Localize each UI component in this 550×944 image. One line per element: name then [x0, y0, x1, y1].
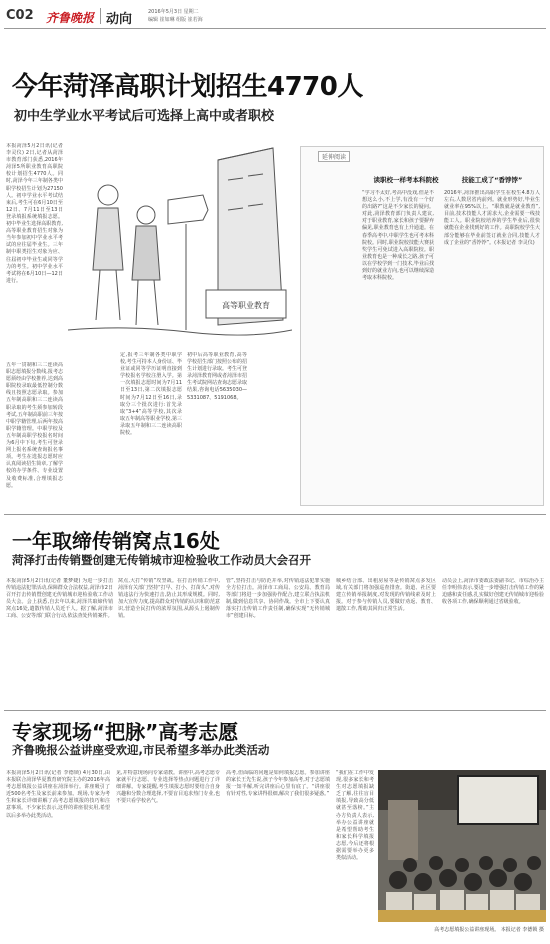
article3-subhead: 齐鲁晚报公益讲座受欢迎,市民希望多举办此类活动 — [12, 743, 270, 757]
header-meta-1: 2016年5月3日 星期二 — [148, 9, 199, 15]
illustration-sign-text: 高等职业教育 — [222, 301, 270, 310]
sidebar-label: 延伸阅读 — [318, 151, 350, 162]
article3-col4: “我们在工作中发现,很多家长和考生对志愿填报缺乏了解,往往盲目填报,导致高分低就甚至落榜。”主办方负责人表示,举办公益讲座就是希望帮助考生和家长科学填报志愿,今后还将根据需要举办更多类似活动。 — [336, 770, 374, 862]
section-title: 动向 — [106, 12, 133, 27]
article2-col4: 城乡结合部、出租房屋等是传销窝点多发区域,有关部门将加强巡查排查。街道、社区要建立传销举报制度,对发现的传销线索及时上报。对于参与传销人员,要做好劝返、教育、遣散工作,帮助其回归正常生活。 — [336, 578, 436, 613]
newspaper-logo: 齐鲁晚报 — [46, 11, 95, 25]
article2-headline: 一年取缔传销窝点16处 — [12, 529, 220, 553]
article3-headline: 专家现场“把脉”高考志愿 — [12, 720, 239, 744]
header-divider — [100, 8, 101, 24]
header-rule — [4, 28, 546, 29]
article3-col3: 高考,但面临的问题是如何填报志愿。参加讲座的家长王先生说,孩子今年参加高考,对于志愿填报一知半解,听完讲座后心里有底了。“讲座很有针对性,专家讲得很细,解决了我们很多疑惑。” — [226, 770, 330, 798]
article3-col2: 见,并特意现场向专家请教。讲座中,高考志愿专家就平行志愿、专业选择等热点问题进行了详细讲解。专家提醒,考生填报志愿时要结合自身兴趣和分数合理选择,不要盲目追求热门专业,也不要只看学校名气。 — [116, 770, 220, 805]
article1-headline: 今年菏泽高职计划招生4770人 — [12, 72, 363, 102]
article2-subhead: 菏泽打击传销暨创建无传销城市迎检验收工作动员大会召开 — [12, 553, 311, 567]
article2-col2: 窝点,大打“传销”攻坚战。在打击传销工作中,菏泽有关部门坚持“打早、打小、打苗头”,对传销违法行为快速打击,防止其形成规模。同时,加大宣传力度,提高群众对传销的认识和防范意识,营造全民打传的浓厚氛围,从源头上遏制传销。 — [118, 578, 220, 620]
article1-col1: 本报菏泽5月2日讯(记者 李灵仪) 2日,记者从菏泽市教育部门获悉,2016年菏泽5所职业教育高职院校计划招生4770人。同时,菏泽今年三年制各类中职学校招生计划为27150人。初中学业水平考试结束后,考生可在6月10日至12日、7月11日至13日登录填报系统填报志愿。初中毕业生选择高职教育,高等职业教育招生对象为当年参加初中学业水平考试的应往届毕业生。三年制中职类招生对象为应、往届初中毕业生或同等学力的考生。初中学业水平考试将在6月10日—12日进行。 — [6, 143, 63, 284]
sidebar-title-1: 读职校一样考本科院校 — [373, 176, 439, 184]
article1-col3: 定,报考三年制各类中职学校,考生可持本人身份证、毕业证或同等学历证明直接到学校报名学校注册入学。第一次填报志愿时间为7月11日至13日,第二次填报志愿时间为7月12日至16日,录取分三个批次进行:首先录取“3+4”高等学校,其次录取五年制高等职业学校,第三录取五年制和三二连读高职院校。 — [120, 352, 182, 437]
sidebar-title-2: 技能工成了“香饽饽” — [461, 176, 523, 184]
article1-col2: 五年一贯制和三二连读高职志愿填报分数线,报考志愿须经由学校推荐,达到高职院校录取最低控制分数线且按照志愿录取。参加五年制高职和三二连读高职录取的考生须参加转段考试,五年制高职前三年按中职学籍管理,后两年按高职学籍管理。中职学校及五年制高职学校报名时间为6月中下旬,考生可登录网上报名系统查询报名事项。考生在选报志愿时应认真阅读招生简章,了解学校的办学条件、专业设置及收费标准,合理填报志愿。 — [6, 362, 63, 489]
article3-photo — [378, 770, 546, 922]
article3-photo-caption: 高考志愿填报公益讲座现场。 本报记者 李德锁 摄 — [434, 927, 544, 933]
article2-col1: 本报菏泽5月2日讯(记者 董梦婕) 为进一步打击传销违法犯罪活动,保障群众合法权益,菏泽市2日召开打击传销暨创建无传销城市迎检验收工作动员大会。会上获悉,自去年以来,菏泽共取缔传销窝点16处,遣散传销人员近千人。据了解,菏泽市工商、公安等部门联合行动,依法查处传销案件。 — [6, 578, 113, 620]
article1-subhead: 初中生学业水平考试后可选择上高中或者职校 — [14, 109, 275, 124]
article1-illustration — [68, 140, 292, 350]
section-rule-1 — [4, 514, 546, 515]
section-rule-2 — [4, 710, 546, 711]
article2-col5: 动员会上,菏泽市委政法委副书记、市综治办主任李明伟表示,要进一步增强打击传销工作的紧迫感和责任感,扎实做好创建无传销城市迎检验收各项工作,确保顺利通过省级验收。 — [442, 578, 544, 606]
sidebar-body-2: 2016年,菏泽推出高职学生在校生4.8万人左右,人数居省内前列。就业形势好,毕业生就业率在95%以上。“职教就是就业教育”,目前,技术技能人才需求大,企业需要一线技能工人。职业院校培养的学生毕业后,很快就能在企业找到好的工作。高职院校学生大部分能够在毕业前签订就业合同,技能人才成了企业的“香饽饽”。(本报记者 李灵仪) — [444, 190, 540, 246]
sidebar-body-1: “学习不太好,考高中没戏,但是不想这么小,不上学,有没有一个好的出路?”这是不少家长的疑问。对此,菏泽教育部门负责人建议,对于职业教育,家长和孩子要摒弃偏见,职业教育也有上升通道。在春季高考中,中职学生也可考本科院校。同时,职业院校技能大赛获奖学生可免试进入高职院校。职业教育也是一种成长之路,孩子可以在学校学到一门技术,毕业后找到好的就业方向,也可以继续深造考取本科院校。 — [362, 190, 434, 282]
header-meta-2: 编辑 崔如琳 组版 崔若海 — [148, 17, 203, 23]
article3-col1: 本报菏泽5月2日讯(记者 李德锁) 4月30日,由本报联合菏泽华夏教育研究院主办的2016年高考志愿填报公益讲座在菏泽举行。讲座吸引了近500名考生及家长前来参加。现场,专家为考生和家长详细讲解了高考志愿填报的技巧和注意事项。不少家长表示,这样的讲座很实用,希望以后多举办此类活动。 — [6, 770, 110, 819]
article1-col4: 初中后高等职业教育,高等学校招生部门按照公布的招生计划进行录取。考生可登录菏泽教育网或者菏泽市招生考试院网站查询志愿录取结果,咨询电话5635030—5331087、5191068。 — [187, 352, 247, 401]
article2-col3: 管”,坚持打击与防范并举,对传销违法犯罪实施全方位打击。菏泽市工商局、公安局、教育局等部门将进一步加强协作配合,建立联合执法机制,做到信息共享、协同作战。全市上下要认真落实打击传销工作责任制,确保实现“无传销城市”创建目标。 — [226, 578, 330, 620]
page-number: C02 — [6, 8, 34, 23]
